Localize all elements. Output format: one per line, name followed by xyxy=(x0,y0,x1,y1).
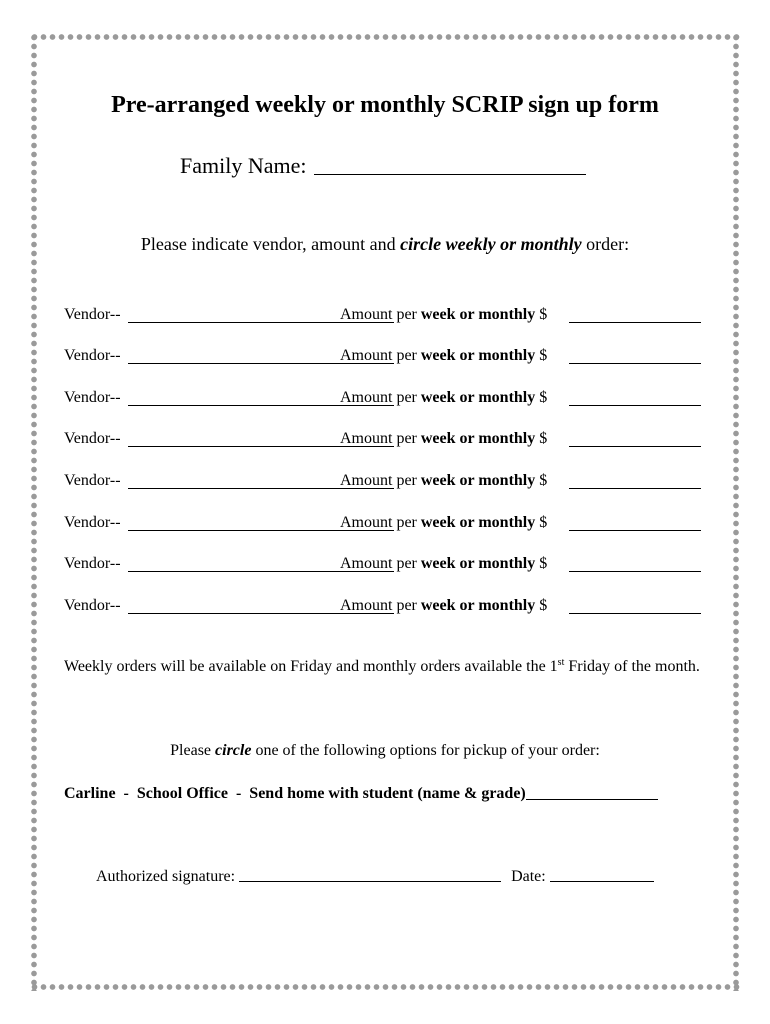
amount-label xyxy=(340,306,547,324)
amount-field[interactable] xyxy=(569,488,701,489)
border-bottom xyxy=(30,983,740,991)
border-left xyxy=(30,33,38,991)
note-text-end: Friday of the month. xyxy=(564,658,700,675)
amount-label xyxy=(340,347,547,365)
amount-field[interactable] xyxy=(569,530,701,531)
amount-frequency: week or monthly xyxy=(420,347,536,364)
amount-label xyxy=(340,514,547,532)
pickup-options-text[interactable]: Carline - School Office - Send home with student (name & grade) xyxy=(64,785,526,802)
amount-frequency: week or monthly xyxy=(420,514,536,531)
amount-currency: $ xyxy=(535,306,548,323)
amount-prefix: Amount per xyxy=(340,472,421,489)
signature-row xyxy=(96,868,654,886)
date-label: Date: xyxy=(511,868,550,885)
amount-currency: $ xyxy=(535,472,548,489)
student-name-grade-field[interactable] xyxy=(526,798,658,800)
vendor-row xyxy=(64,345,704,369)
vendor-label: Vendor-- xyxy=(64,472,121,489)
amount-prefix: Amount per xyxy=(340,430,421,447)
vendor-row xyxy=(64,387,704,411)
amount-frequency: week or monthly xyxy=(420,306,536,323)
amount-field[interactable] xyxy=(569,571,701,572)
border-right xyxy=(732,33,740,991)
amount-prefix: Amount per xyxy=(340,306,421,323)
vendor-label: Vendor-- xyxy=(64,389,121,406)
instruction-text xyxy=(0,234,770,255)
family-name-row xyxy=(180,153,586,179)
amount-label xyxy=(340,472,547,490)
amount-currency: $ xyxy=(535,514,548,531)
amount-field[interactable] xyxy=(569,613,701,614)
pickup-suffix: one of the following options for pickup of your order: xyxy=(251,742,600,759)
amount-prefix: Amount per xyxy=(340,555,421,572)
date-field[interactable] xyxy=(550,880,654,882)
pickup-options xyxy=(64,785,658,803)
amount-currency: $ xyxy=(535,347,548,364)
pickup-instruction xyxy=(0,742,770,760)
note-ordinal: st xyxy=(557,657,565,668)
form-title: Pre-arranged weekly or monthly SCRIP sign up form xyxy=(111,92,659,118)
family-name-label: Family Name: xyxy=(180,153,307,178)
amount-currency: $ xyxy=(535,430,548,447)
amount-field[interactable] xyxy=(569,363,701,364)
amount-currency: $ xyxy=(535,597,548,614)
amount-prefix: Amount per xyxy=(340,389,421,406)
amount-currency: $ xyxy=(535,389,548,406)
amount-frequency: week or monthly xyxy=(420,597,536,614)
amount-frequency: week or monthly xyxy=(420,555,536,572)
instruction-emphasis: circle weekly or monthly xyxy=(400,234,582,254)
vendor-row xyxy=(64,470,704,494)
availability-note xyxy=(64,656,704,678)
amount-frequency: week or monthly xyxy=(420,389,536,406)
family-name-field[interactable] xyxy=(314,173,586,175)
amount-label xyxy=(340,597,547,615)
amount-field[interactable] xyxy=(569,322,701,323)
amount-prefix: Amount per xyxy=(340,347,421,364)
vendor-row xyxy=(64,304,704,328)
amount-field[interactable] xyxy=(569,405,701,406)
amount-currency: $ xyxy=(535,555,548,572)
amount-frequency: week or monthly xyxy=(420,472,536,489)
amount-label xyxy=(340,430,547,448)
note-text-start: Weekly orders will be available on Friday and monthly orders available the 1 xyxy=(64,658,558,675)
signature-field[interactable] xyxy=(239,880,501,882)
vendor-label: Vendor-- xyxy=(64,597,121,614)
pickup-prefix: Please xyxy=(170,742,216,759)
border-top xyxy=(30,33,740,41)
vendor-row xyxy=(64,553,704,577)
instruction-prefix: Please indicate vendor, amount and xyxy=(140,234,401,254)
vendor-label: Vendor-- xyxy=(64,514,121,531)
amount-prefix: Amount per xyxy=(340,597,421,614)
vendor-label: Vendor-- xyxy=(64,347,121,364)
amount-prefix: Amount per xyxy=(340,514,421,531)
pickup-emphasis: circle xyxy=(215,742,252,759)
signature-label: Authorized signature: xyxy=(96,868,240,885)
vendor-label: Vendor-- xyxy=(64,306,121,323)
amount-field[interactable] xyxy=(569,446,701,447)
vendor-row xyxy=(64,428,704,452)
vendor-label: Vendor-- xyxy=(64,555,121,572)
amount-label xyxy=(340,555,547,573)
vendor-row xyxy=(64,512,704,536)
instruction-suffix: order: xyxy=(581,234,630,254)
vendor-row xyxy=(64,595,704,619)
amount-frequency: week or monthly xyxy=(420,430,536,447)
vendor-label: Vendor-- xyxy=(64,430,121,447)
amount-label xyxy=(340,389,547,407)
